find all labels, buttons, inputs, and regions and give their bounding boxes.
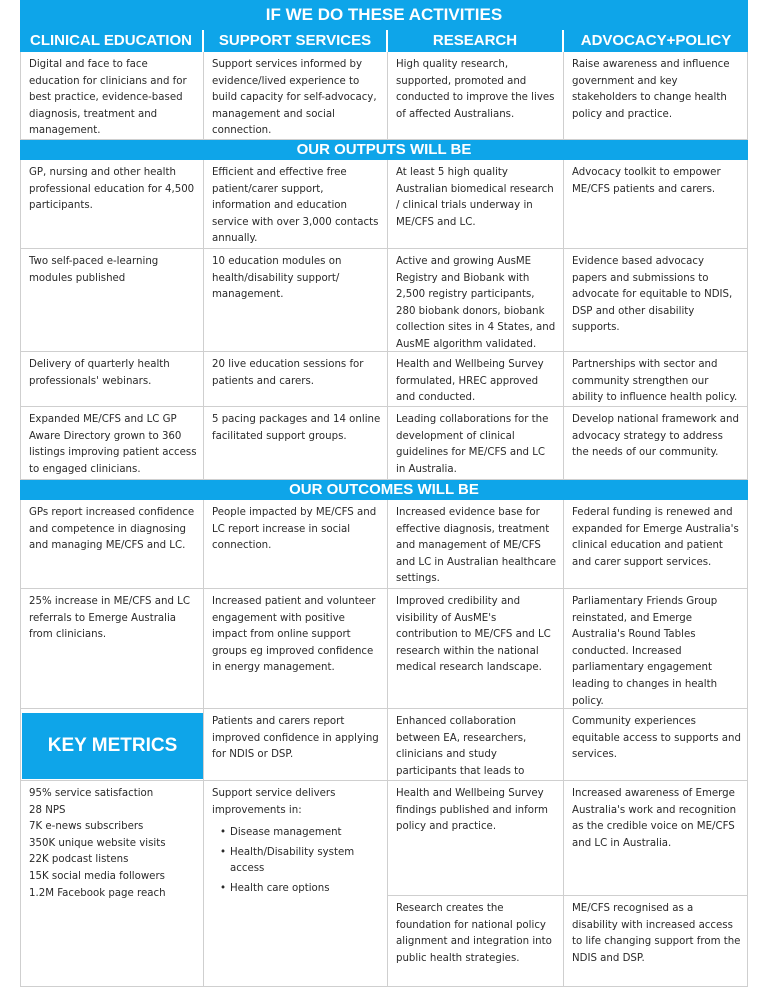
- output-cell: Advocacy toolkit to empower ME/CFS patients and carers.: [564, 160, 748, 249]
- metric-item: 1.2M Facebook page reach: [29, 887, 166, 899]
- output-cell: 20 live education sessions for patients and carers.: [204, 352, 388, 407]
- outcome-cell: GPs report increased confidence and competence in diagnosing and managing ME/CFS and LC.: [20, 500, 204, 589]
- metric-item: 15K social media followers: [29, 870, 165, 882]
- output-cell: 5 pacing packages and 14 online facilitated support groups.: [204, 407, 388, 480]
- outcome-cell: 25% increase in ME/CFS and LC referrals to Emerge Australia from clinicians.: [20, 589, 204, 709]
- activity-cell: Support services informed by evidence/lived experience to build capacity for self-advocacy, management and social connection.: [204, 52, 388, 140]
- output-cell: Two self-paced e-learning modules published: [20, 249, 204, 352]
- outcome-cell: Improved credibility and visibility of AusME's contribution to ME/CFS and LC research within the national medical research landscape.: [388, 589, 564, 709]
- outcome-cell: Increased patient and volunteer engagement with positive impact from online support groups eg improved confidence in energy management.: [204, 589, 388, 709]
- outcome-cell: Federal funding is renewed and expanded for Emerge Australia's clinical education and patient and carer support services.: [564, 500, 748, 589]
- activity-cell: Digital and face to face education for clinicians and for best practice, evidence-based diagnosis, treatment and management.: [20, 52, 204, 140]
- support-bullet: • Health care options: [230, 881, 381, 898]
- metric-item: 7K e-news subscribers: [29, 821, 144, 833]
- outcome-cell: Health and Wellbeing Survey findings published and inform policy and practice.: [388, 781, 564, 896]
- outputs-banner: OUR OUTPUTS WILL BE: [20, 140, 748, 160]
- metric-item: 22K podcast listens: [29, 854, 129, 866]
- outcome-cell: Increased awareness of Emerge Australia's work and recognition as the credible voice on ME/CFS and LC in Australia.: [564, 781, 748, 896]
- column-headers: [20, 30, 748, 52]
- metric-item: 350K unique website visits: [29, 837, 166, 849]
- outcome-cell: ME/CFS recognised as a disability with increased access to life changing support from the NDIS and DSP.: [564, 896, 748, 987]
- outcome-cell: Parliamentary Friends Group reinstated, and Emerge Australia's Round Tables conducted. Increased parliamentary engagement leading to changes in health policy.: [564, 589, 748, 709]
- support-intro: Support service delivers improvements in:: [212, 788, 336, 816]
- metric-item: 28 NPS: [29, 804, 66, 816]
- outcome-cell: Research creates the foundation for national policy alignment and integration into public health strategies.: [388, 896, 564, 987]
- outcome-cell: Increased evidence base for effective diagnosis, treatment and management of ME/CFS and LC in Australian healthcare settings.: [388, 500, 564, 589]
- support-bullet-list: [212, 825, 381, 897]
- output-cell: Develop national framework and advocacy strategy to address the needs of our community.: [564, 407, 748, 480]
- header-research: RESEARCH: [388, 30, 564, 52]
- activities-banner: IF WE DO THESE ACTIVITIES: [20, 0, 748, 30]
- output-cell: Evidence based advocacy papers and submissions to advocate for equitable to NDIS, DSP and other disability supports.: [564, 249, 748, 352]
- output-cell: 10 education modules on health/disability support/ management.: [204, 249, 388, 352]
- header-support-services: SUPPORT SERVICES: [204, 30, 388, 52]
- header-advocacy-policy: ADVOCACY+POLICY: [564, 30, 748, 52]
- outcomes-banner: OUR OUTCOMES WILL BE: [20, 480, 748, 500]
- metric-item: 95% service satisfaction: [29, 788, 154, 799]
- output-cell: Expanded ME/CFS and LC GP Aware Directory grown to 360 listings improving patient access to engaged clinicians.: [20, 407, 204, 480]
- outcome-cell: Community experiences equitable access to supports and services.: [564, 709, 748, 781]
- activity-cell: Raise awareness and influence government and key stakeholders to change health policy and practice.: [564, 52, 748, 140]
- support-bullet: • Disease management: [230, 825, 381, 842]
- output-cell: Leading collaborations for the development of clinical guidelines for ME/CFS and LC in Australia.: [388, 407, 564, 480]
- metrics-list: [20, 781, 204, 987]
- theory-of-change-table: [20, 0, 748, 987]
- output-cell: Active and growing AusME Registry and Biobank with 2,500 registry participants, 280 biobank donors, biobank collection sites in 4 States, and AusME algorithm validated.: [388, 249, 564, 352]
- outcome-cell: People impacted by ME/CFS and LC report increase in social connection.: [204, 500, 388, 589]
- output-cell: Partnerships with sector and community strengthen our ability to influence health policy.: [564, 352, 748, 407]
- support-improvements-cell: [204, 781, 388, 987]
- output-cell: Delivery of quarterly health professionals' webinars.: [20, 352, 204, 407]
- output-cell: GP, nursing and other health professional education for 4,500 participants.: [20, 160, 204, 249]
- key-metrics-label: KEY METRICS: [22, 713, 203, 779]
- output-cell: At least 5 high quality Australian biomedical research / clinical trials underway in ME/CFS and LC.: [388, 160, 564, 249]
- outcome-cell: Enhanced collaboration between EA, researchers, clinicians and study participants that leads to: [388, 709, 564, 781]
- activity-cell: High quality research, supported, promoted and conducted to improve the lives of affected Australians.: [388, 52, 564, 140]
- support-bullet: • Health/Disability system access: [230, 845, 381, 878]
- output-cell: Health and Wellbeing Survey formulated, HREC approved and conducted.: [388, 352, 564, 407]
- outcome-cell: Patients and carers report improved confidence in applying for NDIS or DSP.: [204, 709, 388, 781]
- header-clinical-education: CLINICAL EDUCATION: [20, 30, 204, 52]
- output-cell: Efficient and effective free patient/carer support, information and education service with over 3,000 contacts annually.: [204, 160, 388, 249]
